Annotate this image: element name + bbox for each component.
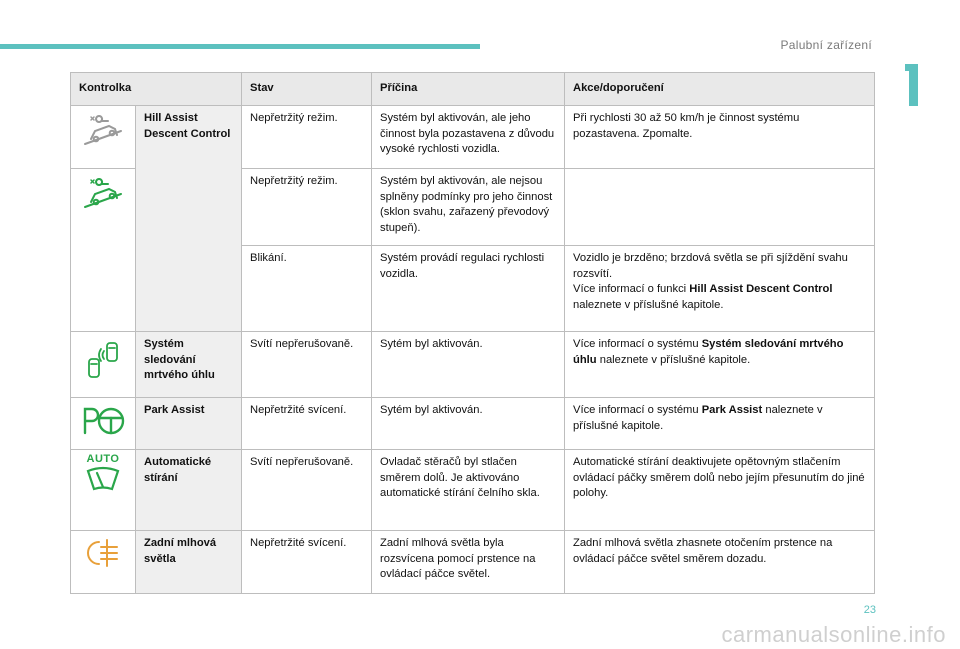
rear-fog-icon bbox=[83, 536, 123, 570]
hill2-pricina: Systém byl aktivován, ale nejsou splněny podmínky pro jeho činnost (sklon svahu, zařazený převodový stupeň). bbox=[372, 169, 565, 246]
auto-label: AUTO bbox=[86, 453, 120, 465]
park-assist-icon bbox=[79, 403, 127, 439]
hill3-akce-bold: Hill Assist Descent Control bbox=[689, 283, 833, 295]
col-pricina: Příčina bbox=[372, 73, 565, 106]
blind-akce-a: Více informací o systému bbox=[573, 338, 699, 350]
park-akce-a: Více informací o systému bbox=[573, 404, 699, 416]
hill3-akce-a: Vozidlo je brzděno; brzdová světla se při sjíždění svahu rozsvítí. bbox=[573, 252, 848, 280]
icon-cell bbox=[71, 398, 136, 450]
watermark: carmanualsonline.info bbox=[721, 622, 946, 647]
col-stav: Stav bbox=[242, 73, 372, 106]
chapter-marker bbox=[906, 64, 918, 106]
hill-descent-grey-icon bbox=[81, 111, 125, 147]
blind-pricina: Sytém byl aktivován. bbox=[372, 332, 565, 398]
icon-cell bbox=[71, 169, 136, 332]
blind-akce-bold: Systém sledování mrtvého úhlu bbox=[573, 338, 844, 366]
section-title: Palubní zařízení bbox=[780, 38, 872, 52]
fog-pricina: Zadní mlhová světla byla rozsvícena pomocí prstence na ovládací páčce světel. bbox=[372, 531, 565, 594]
table-row bbox=[71, 398, 875, 450]
park-assist-name: Park Assist bbox=[136, 398, 242, 450]
table-row bbox=[71, 332, 875, 398]
hill3-akce bbox=[565, 246, 875, 332]
blind-stav: Svítí nepřerušovaně. bbox=[242, 332, 372, 398]
auto-wipe-icon bbox=[83, 465, 123, 493]
hill1-akce: Při rychlosti 30 až 50 km/h je činnost systému pozastavena. Zpomalte. bbox=[565, 106, 875, 169]
wipe-stav: Svítí nepřerušovaně. bbox=[242, 450, 372, 531]
hill2-stav: Nepřetržitý režim. bbox=[242, 169, 372, 246]
blind-spot-name: Systém sledování mrtvého úhlu bbox=[136, 332, 242, 398]
hill3-akce-c: naleznete v příslušné kapitole. bbox=[573, 298, 724, 311]
table-row bbox=[71, 450, 875, 531]
wipe-akce: Automatické stírání deaktivujete opětovným stlačením ovládací páčky směrem dolů nebo jejím přesunutím do jiné polohy. bbox=[565, 450, 875, 531]
rear-fog-name: Zadní mlhová světla bbox=[136, 531, 242, 594]
park-pricina: Sytém byl aktivován. bbox=[372, 398, 565, 450]
warning-lights-table bbox=[70, 72, 875, 594]
hill-assist-name: Hill Assist Descent Control bbox=[136, 106, 242, 332]
hill2-akce bbox=[565, 169, 875, 246]
hill3-pricina: Systém provádí regulaci rychlosti vozidla. bbox=[372, 246, 565, 332]
hill1-stav: Nepřetržitý režim. bbox=[242, 106, 372, 169]
table-row bbox=[71, 531, 875, 594]
hill1-pricina: Systém byl aktivován, ale jeho činnost byla pozastavena z důvodu vysoké rychlosti vozidla. bbox=[372, 106, 565, 169]
fog-akce: Zadní mlhová světla zhasnete otočením prstence na ovládací páčce světel směrem dozadu. bbox=[565, 531, 875, 594]
icon-cell bbox=[71, 450, 136, 531]
hill3-akce-b: Více informací o funkci bbox=[573, 283, 687, 295]
fog-stav: Nepřetržité svícení. bbox=[242, 531, 372, 594]
col-kontrolka: Kontrolka bbox=[71, 73, 242, 106]
park-akce bbox=[565, 398, 875, 450]
icon-cell bbox=[71, 332, 136, 398]
blind-spot-icon bbox=[81, 337, 125, 381]
col-akce: Akce/doporučení bbox=[565, 73, 875, 106]
park-akce-bold: Park Assist bbox=[701, 404, 763, 416]
icon-cell bbox=[71, 531, 136, 594]
icon-cell bbox=[71, 106, 136, 169]
table-header-row bbox=[71, 73, 875, 106]
hill3-stav: Blikání. bbox=[242, 246, 372, 332]
table-row bbox=[71, 106, 875, 169]
park-stav: Nepřetržité svícení. bbox=[242, 398, 372, 450]
park-akce-c: naleznete v příslušné kapitole. bbox=[573, 404, 823, 432]
chapter-flag bbox=[905, 64, 911, 71]
hill-descent-green-icon bbox=[81, 174, 125, 210]
blind-akce bbox=[565, 332, 875, 398]
page-number: 23 bbox=[863, 604, 876, 616]
wipe-pricina: Ovladač stěračů byl stlačen směrem dolů. Je aktivováno automatické stírání čelního skla. bbox=[372, 450, 565, 531]
auto-wipe-name: Automatické stírání bbox=[136, 450, 242, 531]
top-accent-bar bbox=[0, 44, 480, 49]
blind-akce-c: naleznete v příslušné kapitole. bbox=[599, 353, 751, 366]
